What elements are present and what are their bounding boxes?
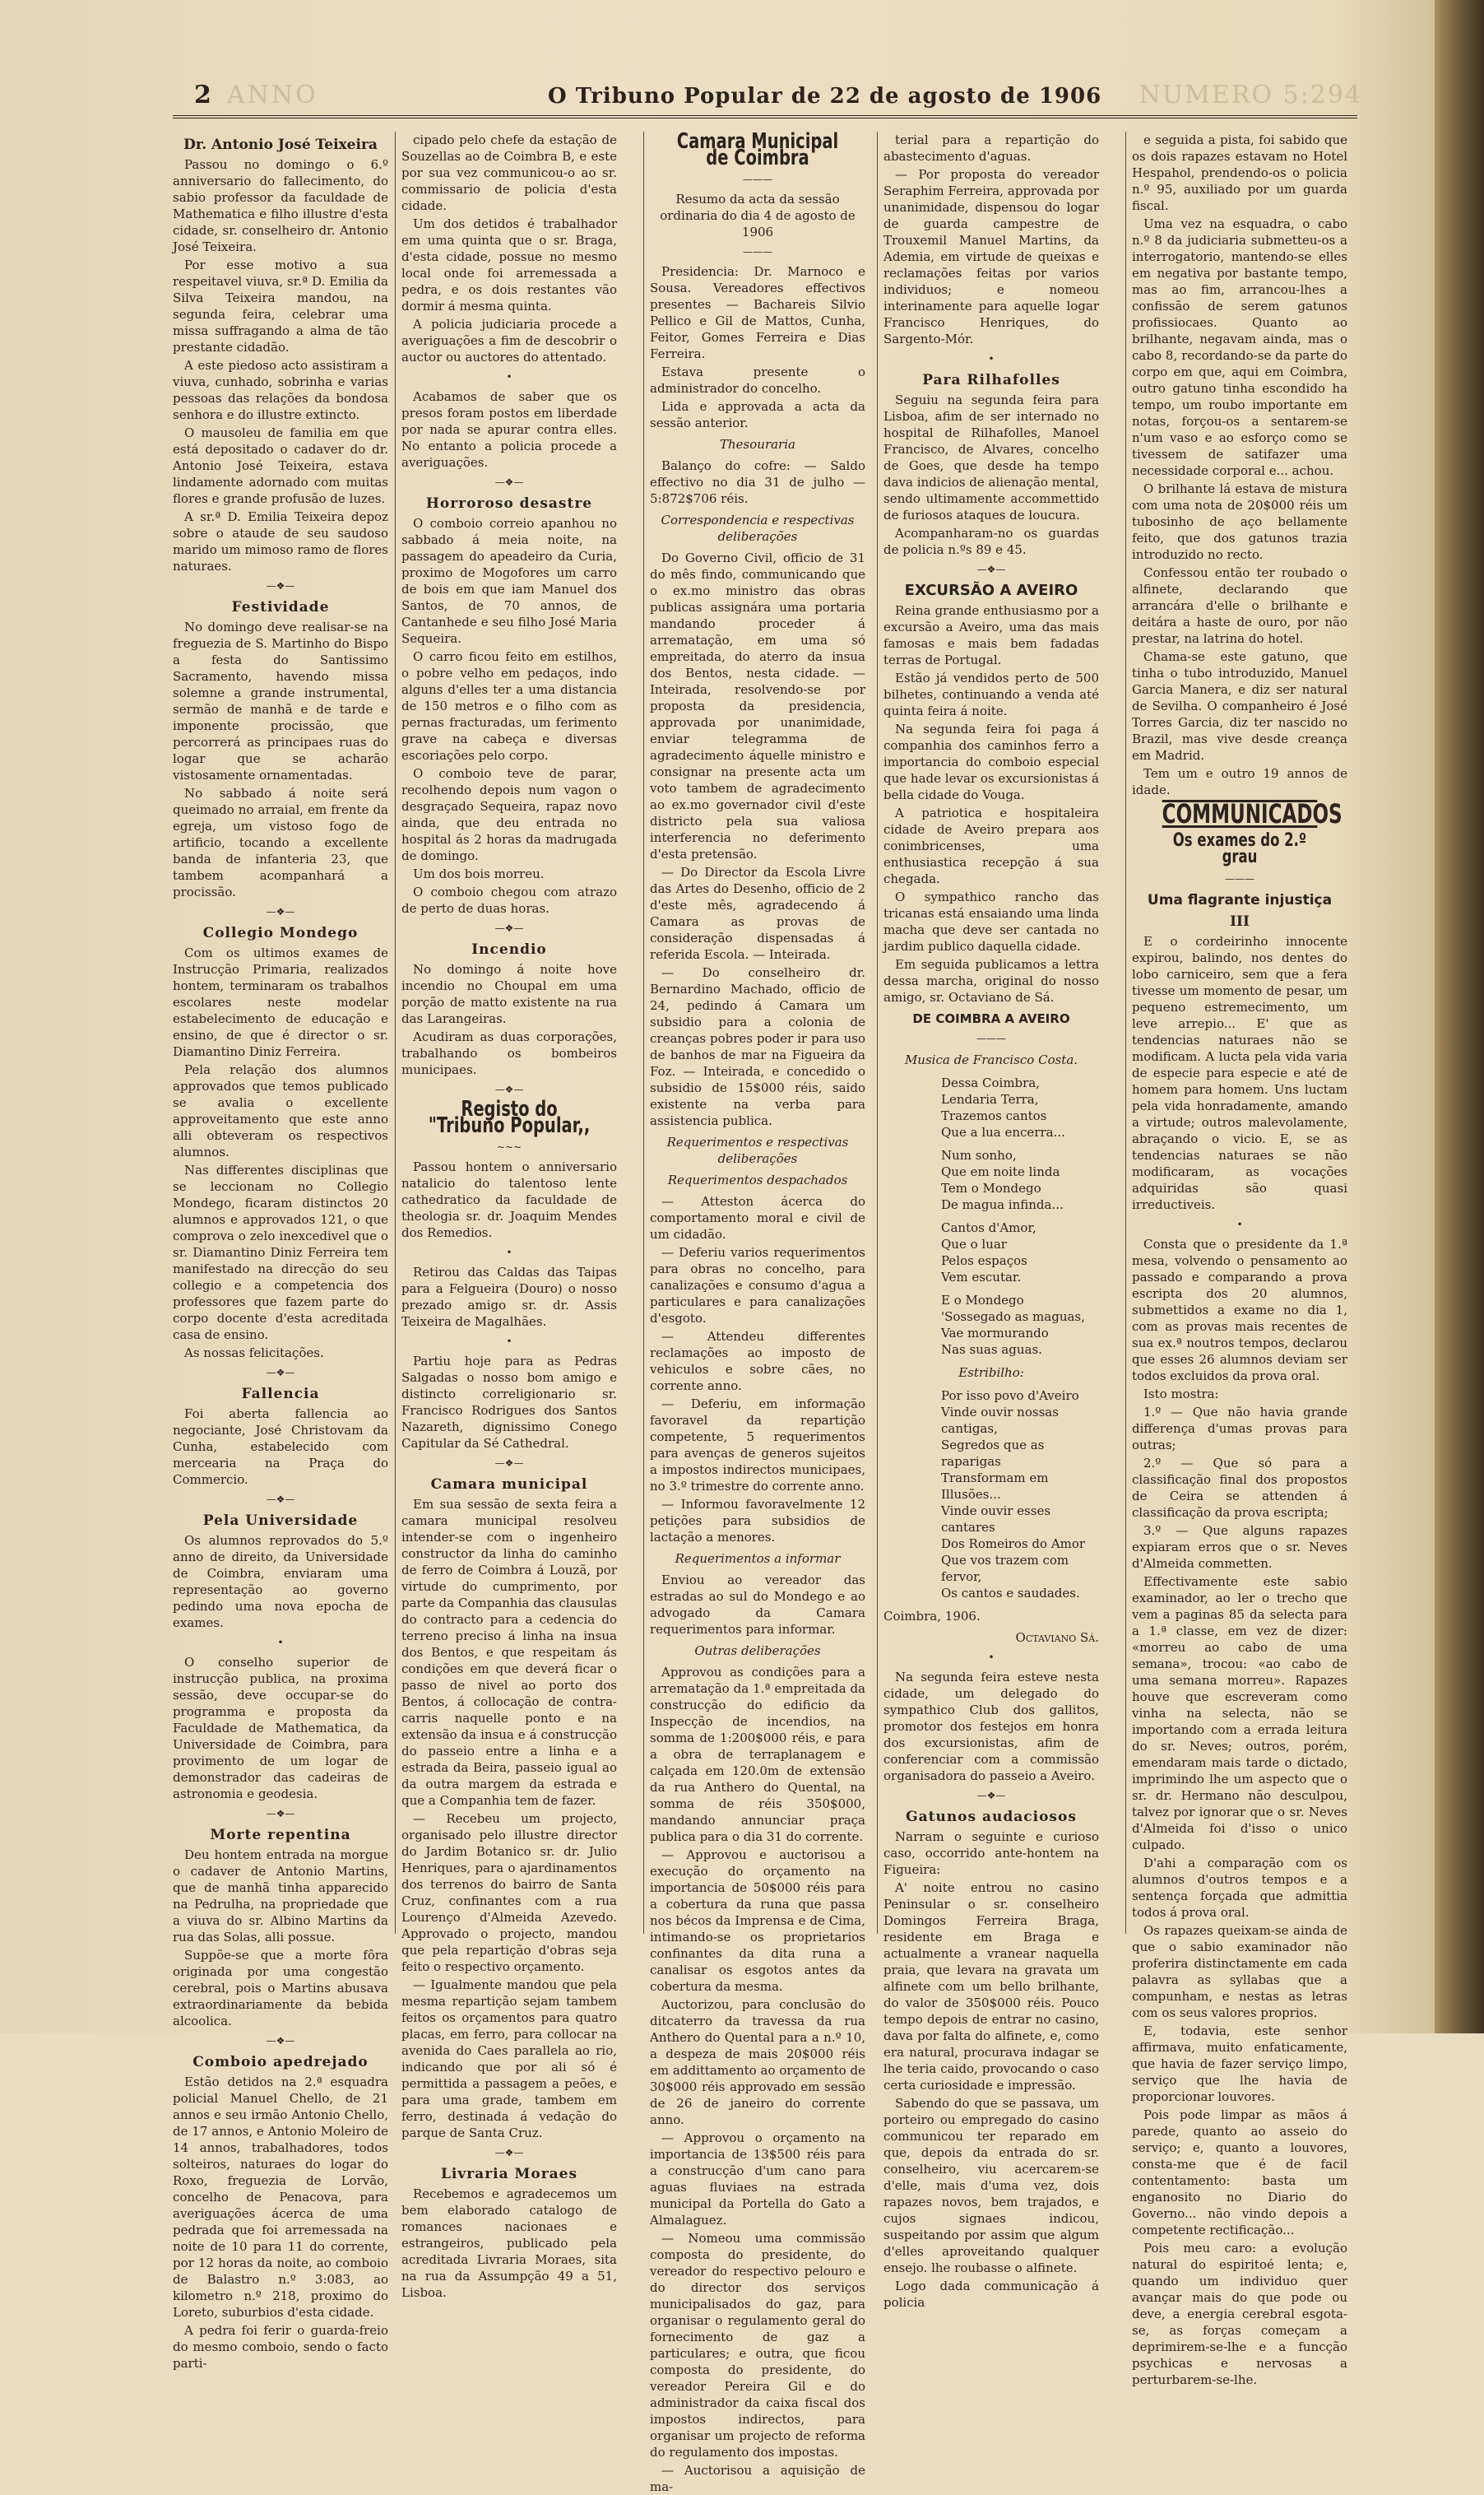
paragraph: Estão detidos na 2.ª esquadra policial Manuel Chello, de 21 annos e seu irmão Antonio Chello, de 17 annos, e Antonio Moleiro de 14 annos, trabalhadores, todos solteiros, naturaes do logar do Roxo, freguezia de Lorvão, concelho de Penacova, para averiguações ácerca de uma pedrada que foi arremessada na noite de 10 para 11 do corrente, por 12 horas da noite, ao comboio de Balastro n.º 3:083, ao kilometro n.º 218, proximo do Loreto, suburbios d'esta cidade. [173, 2075, 388, 2320]
paragraph: — Deferiu varios requerimentos para obras no concelho, para canalizações e consumo d'agua a particulares e para canalizações d'esgoto. [650, 1245, 865, 1326]
column-3 [650, 129, 865, 2494]
paragraph: Estão já vendidos perto de 500 bilhetes, continuando a venda até quinta feira á noite. [883, 671, 1099, 718]
header-rule [173, 115, 1357, 118]
paragraph: Partiu hoje para as Pedras Salgadas o nosso bom amigo e distincto correligionario sr. Francisco Rodrigues dos Santos Nazareth, dignissimo Conego Capitular da Sé Cathedral. [401, 1354, 617, 1451]
page-title: O Tribuno Popular de 22 de agosto de 1906 [548, 84, 1102, 109]
page-binding-edge [1435, 0, 1484, 2033]
ornament-divider: • [277, 1637, 284, 1648]
headline: Collegio Mondego [202, 925, 359, 941]
paragraph: Passou hontem o anniversario natalicio do talentoso lente cathedratico da faculdade de theologia sr. dr. Joaquim Mendes dos Remedios. [401, 1159, 617, 1240]
poem-line: Vae mormurando [941, 1326, 1049, 1340]
poem-line: E o Mondego [941, 1293, 1024, 1308]
article-body [401, 1496, 617, 2141]
paragraph: Presidencia: Dr. Marnoco e Sousa. Vereadores effectivos presentes — Bachareis Silvio Pellico e Gil de Mattos, Cunha, Feitor, Gomes Ferreira e Dias Ferreira. [650, 264, 865, 361]
paragraph: O comboio chegou com atrazo de perto de duas horas. [401, 885, 617, 916]
article-body [401, 1264, 617, 1330]
poem-line: Nas suas aguas. [941, 1342, 1042, 1357]
ornament-divider: ——— [743, 174, 772, 185]
paragraph: Nas differentes disciplinas que se leccionam no Collegio Mondego, ficaram distinctos 20 alumnos e approvados 121, o que comprova o zelo inexcedivel que o sr. Diamantino Diniz Ferreira tem manifestado na direcção do seu collegio e a competencia dos professores que fazem parte do corpo docente d'esta acreditada casa de ensino. [173, 1163, 388, 1342]
paragraph: Tem um e outro 19 annos de idade. [1132, 766, 1347, 797]
paragraph: O mausoleu de familia em que está depositado o cadaver do dr. Antonio José Teixeira, estava lindamente adornado com muitas flores e grande profusão de luzes. [173, 425, 388, 506]
ornament-divider: • [506, 1336, 512, 1347]
ornament-divider: ——— [743, 246, 772, 258]
headline: Incendio [471, 941, 547, 958]
article-body [650, 1193, 865, 1545]
paragraph: Pois pode limpar as mãos á parede, quanto ao asseio do serviço; e, quanto a louvores, consta-me que é de facil contentamento: basta um enganosito no Diario do Governo... não vindo depois a competente rectificação... [1132, 2107, 1347, 2237]
paragraph: Sabendo do que se passava, um porteiro ou empregado do casino communicou ter reparado em que, depois da entrada do sr. conselheiro, viu acercarem-se d'elle, mais d'uma vez, dois rapazes novos, bem trajados, e cujos signaes indicou, suspeitando por assim que algum d'elles aproveitando qualquer ensejo. lhe roubasse o alfinete. [883, 2096, 1099, 2275]
paragraph: Suppõe-se que a morte fôra originada por uma congestão cerebral, pois o Martins abusava extraordinariamente da bebida alcoolica. [173, 1948, 388, 2028]
paragraph: Retirou das Caldas das Taipas para a Felgueira (Douro) o nosso prezado amigo sr. dr. Assis Teixeira de Magalhães. [401, 1265, 617, 1329]
paragraph: — Informou favoravelmente 12 petições para subsidios de lactação a menores. [650, 1497, 865, 1545]
paragraph: Lida e approvada a acta da sessão anterior. [650, 399, 865, 430]
poem-line: Vem escutar. [941, 1270, 1022, 1285]
paragraph: No domingo á noite hove incendio no Choupal em uma porção de matto existente na rua das Larangeiras. [401, 962, 617, 1026]
article-body [173, 619, 388, 900]
section-heading: Outras deliberações [694, 1643, 821, 1658]
paragraph: Passou no domingo o 6.º anniversario do fallecimento, do sabio professor da faculdade de Mathematica e filho illustre d'esta cidade, sr. conselheiro dr. Antonio José Teixeira. [173, 157, 388, 254]
ornament-divider: —❖— [494, 2147, 524, 2158]
poem-line: Transformam em Illusões... [941, 1471, 1049, 1502]
article-body [1132, 1236, 1347, 2388]
article-body [173, 1532, 388, 1631]
article-body [173, 1654, 388, 1802]
headline: Registo do "Tribuno Popular,, [428, 1097, 591, 1138]
headline: Os exames do 2.º grau [1172, 830, 1307, 867]
article-body [173, 2074, 388, 2372]
paragraph: Acompanharam-no os guardas de policia n.ºs 89 e 45. [883, 526, 1099, 557]
poem-title: DE COIMBRA A AVEIRO [912, 1011, 1070, 1026]
page-number: 2 [194, 81, 211, 109]
poem-line: Os cantos e saudades. [941, 1586, 1080, 1601]
article-body [173, 945, 388, 1361]
paragraph: Isto mostra: [1143, 1387, 1219, 1401]
poem-line: Lendaria Terra, [941, 1092, 1039, 1107]
column-divider [1125, 132, 1126, 1934]
masthead [194, 81, 1362, 114]
article-body [1132, 933, 1347, 1213]
article-body [173, 1847, 388, 2029]
article-body [883, 1828, 1099, 2311]
paragraph: No sabbado á noite será queimado no arraial, em frente da egreja, um vistoso fogo de artificio, tocando a excellente banda de infanteria 23, que tambem acompanhará a procissão. [173, 786, 388, 899]
paragraph: Narram o seguinte e curioso caso, occorrido ante-hontem na Figueira: [883, 1829, 1099, 1877]
paragraph: Effectivamente este sabio examinador, ao ler o trecho que vem a paginas 85 da selecta para a 1.ª classe, em vez de dizer: «morreu ao cabo de uma semana», trocou: «ao cabo de uma semana morreu». Rapazes houve que escreveram como vinha na selecta, não se importando com a errada leitura do sr. Neves; outros, porém, emendaram mais tarde o dictado, imprimindo lhe um aspecto que o sr. dr. Hermano não desculpou, talvez por ignorar que o sr. Neves d'Almeida foi d'isso o unico culpado. [1132, 1574, 1347, 1852]
poem-line: Dessa Coimbra, [941, 1076, 1041, 1090]
column-4 [883, 132, 1099, 2310]
paragraph: — Deferiu, em informação favoravel da repartição competente, 5 requerimentos para avenças de generos sujeitos a impostos indirectos municipaes, no 3.º trimestre do corrente anno. [650, 1396, 865, 1494]
paragraph: Chama-se este gatuno, que tinha o tubo introduzido, Manuel Garcia Manera, e diz ser natural de Sevilha. O companheiro é José Torres Garcia, diz ter nascido no Brazil, mas vive desde creança em Madrid. [1132, 649, 1347, 763]
paragraph: — Igualmente mandou que pela mesma repartição sejam tambem feitos os orçamentos para quatro placas, em ferro, para collocar na avenida do Caes parallela ao rio, indicando que por ali só é permittida a passagem a peões, e para uma grade, tambem em ferro, destinada á vedação do parque de Santa Cruz. [401, 1977, 617, 2140]
ornament-divider: ~~~ [496, 1141, 522, 1153]
paragraph: Foi aberta fallencia ao negociante, José Christovam da Cunha, estabelecido com mercearia na Praça do Commercio. [173, 1406, 388, 1487]
column-1 [173, 132, 388, 2371]
paragraph: Na segunda feira foi paga á companhia dos caminhos ferro a importancia do comboio especial que hade levar os excursionistas á bella cidade do Vouga. [883, 722, 1099, 802]
poem-stanza [883, 1292, 1099, 1358]
paragraph: Consta que o presidente da 1.ª mesa, volvendo o pensamento ao passado e comparando a prova escripta dos 20 alumnos, submettidos a exame no dia 1, com as provas mais recentes de sua ex.ª noutros tempos, declarou que esses 26 alumnos deviam ser todos excluidos da prova oral. [1132, 1237, 1347, 1383]
bleed-through-text-left: ANNO [227, 81, 318, 109]
headline: Pela Universidade [202, 1512, 359, 1529]
paragraph: — Nomeou uma commissão composta do presidente, do vereador do respectivo pelouro e do director dos serviços municipalisados do gaz, para organisar o regulamento geral do fornecimento de gaz a particulares; e outra, que ficou composta do presidente, do vereador Pereira Gil e do administrador da caixa fiscal dos impostos indirectos, para organisar um projecto de reforma do regulamento dos impostas. [650, 2231, 865, 2460]
paragraph: Confessou então ter roubado o alfinete, declarando que arrancára d'elle o brilhante e deitára a haste de ouro, por não prestar, na latrina do hotel. [1132, 565, 1347, 646]
article-body [883, 392, 1099, 558]
article-body [650, 263, 865, 431]
headline: Para Rilhafolles [922, 372, 1060, 388]
poem-line: Vinde ouvir esses cantares [941, 1503, 1051, 1535]
paragraph: 2.º — Que só para a classificação final dos propostos de Ceira se attenden á classificação da prova escripta; [1132, 1456, 1347, 1520]
headline: Festividade [231, 599, 330, 616]
ornament-divider: • [988, 1652, 995, 1663]
headline: Livraria Moraes [440, 2166, 578, 2182]
paragraph: — Do Director da Escola Livre das Artes do Desenho, officio de 2 d'este mês, agradecendo á Camara as provas de consideração dispensadas á referida Escola. — Inteirada. [650, 865, 865, 962]
paragraph: A pedra foi ferir o guarda-freio do mesmo comboio, sendo o facto parti- [173, 2323, 388, 2371]
headline: Morte repentina [210, 1827, 351, 1843]
poem-line: Trazemos cantos [941, 1108, 1047, 1123]
poem-line: 'Sossegado as maguas, [941, 1309, 1085, 1324]
column-divider [643, 132, 644, 1934]
paragraph: Logo dada communicação á policia [883, 2279, 1099, 2310]
paragraph: Acabamos de saber que os presos foram postos em liberdade por nada se apurar contra elles. No entanto a policia procede a averiguações. [401, 389, 617, 470]
article-body [173, 156, 388, 574]
headline: Dr. Antonio José Teixeira [183, 137, 378, 153]
subheadline: Resumo da acta da sessão ordinaria do dia 4 de agosto de 1906 [660, 192, 856, 239]
poem-line: Que em noite linda [941, 1164, 1060, 1179]
headline: Camara municipal [430, 1476, 588, 1493]
article-body [401, 1159, 617, 1241]
ornament-divider: —❖— [266, 2035, 295, 2047]
paragraph: E o cordeirinho innocente expirou, balindo, nos dentes do lobo carniceiro, sem que a fera tivesse um momento de pesar, um pequeno estremecimento, um leve arrepio... E' que as tendencias naturaes não se modificam. A lucta pela vida varia de especie para especie e até de homem para homem. Uns luctam pela vida honradamente, amando a virtude; outros malevolamente, abraçando o vicio. E, se as tendencias naturaes se não modificaram, as vocações adquiridas são quasi irreductiveis. [1132, 934, 1347, 1212]
paragraph: Com os ultimos exames de Instrucção Primaria, realizados hontem, terminaram os trabalhos escolares neste modelar estabelecimento de educação e ensino, de que é director o sr. Diamantino Diniz Ferreira. [173, 945, 388, 1059]
paragraph: Do Governo Civil, officio de 31 do mês findo, communicando que o ex.mo ministro das obras publicas assignára uma portaria mandando proceder á arrematação, em uma só empreitada, do aterro da insua dos Bentos, nesta cidade. — Inteirada, resolvendo-se por proposta da presidencia, approvada por unanimidade, enviar telegramma de agradecimento áquelle ministro e consignar na presente acta um voto tambem de agradecimento ao ex.mo governador civil d'este districto pela sua valiosa interferencia no deferimento d'esta pretensão. [650, 551, 865, 862]
article-body [883, 1669, 1099, 1784]
poem-stanza [883, 1075, 1099, 1141]
headline: Horroroso desastre [425, 495, 593, 512]
paragraph: Um dos bois morreu. [413, 867, 545, 881]
paragraph: 3.º — Que alguns rapazes expiaram erros que o sr. Neves d'Almeida commetten. [1132, 1523, 1347, 1571]
paragraph: D'ahi a comparação com os alumnos d'outros tempos e a sentença forçada que admittia todos á prova oral. [1132, 1856, 1347, 1920]
poem-line: De magua infinda... [941, 1197, 1064, 1212]
section-heading: Requerimentos despachados [667, 1173, 848, 1187]
headline: Uma flagrante injustiça [1147, 892, 1333, 908]
article-body [401, 2186, 617, 2301]
article-body [883, 132, 1099, 347]
ornament-divider: • [506, 1247, 512, 1258]
ornament-divider: —❖— [494, 476, 524, 488]
poem-line: Cantos d'Amor, [941, 1220, 1036, 1235]
article-body [401, 961, 617, 1078]
paragraph: Estava presente o administrador do concelho. [650, 365, 865, 396]
paragraph: Pela relação dos alumnos approvados que temos publicado se avalia o excellente approveitamento que este anno alli obteveram os respectivos alumnos. [173, 1062, 388, 1159]
article-body [883, 602, 1099, 1006]
headline: Comboio apedrejado [192, 2054, 369, 2070]
headline: Fallencia [241, 1386, 320, 1402]
ornament-divider: —❖— [494, 1457, 524, 1469]
poem-stanza [883, 1147, 1099, 1213]
ornament-divider: • [1236, 1219, 1243, 1230]
paragraph: Recebemos e agradecemos um bem elaborado catalogo de romances nacionaes e estrangeiros, publicado pela acreditada Livraria Moraes, sita na rua da Assumpção 49 a 51, Lisboa. [401, 2186, 617, 2300]
paragraph: As nossas felicitações. [184, 1345, 324, 1360]
paragraph: — Auctorisou a aquisição de ma- [650, 2463, 865, 2494]
paragraph: 1.º — Que não havia grande differença d'umas provas para outras; [1132, 1405, 1347, 1452]
section-heading: Thesouraria [720, 437, 795, 452]
column-2 [401, 132, 617, 2300]
section-heading: Correspondencia e respectivas deliberações [661, 513, 855, 544]
paragraph: O comboio correio apanhou no sabbado á meia noite, na passagem do apeadeiro da Curia, proximo de Mogofores um carro de bois em que iam Manuel dos Santos, de 70 annos, de Cantanhede e seu filho José Maria Sequeira. [401, 516, 617, 646]
ornament-divider: ——— [976, 1033, 1006, 1044]
section-heading: Requerimentos e respectivas deliberações [666, 1135, 849, 1166]
paragraph: — Por proposta do vereador Seraphim Ferreira, approvada por unanimidade, dispensou do logar de guarda campestre de Trouxemil Manuel Martins, da Ademia, em virtude de queixas e reclamações feitas por varios individuos; e nomeou interinamente para aquelle logar Francisco Henriques, do Sargento-Mór. [883, 167, 1099, 346]
ornament-divider: —❖— [266, 1367, 295, 1378]
paragraph: Approvou as condições para a arrematação da 1.ª empreitada da construcção do edificio da Inspecção de incendios, na somma de 1:200$000 réis, e para a obra de terraplanagem e calçada em 120.0m de extensão da rua Anthero do Quental, na somma de réis 350$000, mandando annunciar praça publica para o dia 31 do corrente. [650, 1665, 865, 1844]
paragraph: Na segunda feira esteve nesta cidade, um delegado do sympathico Club dos gallitos, promotor dos festejos em honra dos excursionistas, afim de conferenciar com a commissão organisadora do passeio a Aveiro. [883, 1670, 1099, 1783]
paragraph: — Attendeu differentes reclamações ao imposto de vehiculos e sobre cães, no corrente anno. [650, 1329, 865, 1393]
poem-author: Octaviano Sá. [1015, 1630, 1099, 1645]
headline: Gatunos audaciosos [906, 1809, 1077, 1825]
paragraph: terial para a repartição do abastecimento d'aguas. [883, 132, 1099, 164]
poem-stanza [883, 1387, 1099, 1601]
paragraph: E, todavia, este senhor affirmava, muito enfaticamente, que havia de fazer serviço limpo, serviço que lhe havia de proporcionar louvores. [1132, 2023, 1347, 2104]
article-body [1132, 132, 1347, 798]
article-body [401, 132, 617, 365]
paragraph: A patriotica e hospitaleira cidade de Aveiro prepara aos conimbricenses, uma enthusiastica recepção á sua chegada. [883, 806, 1099, 886]
column-5 [1132, 132, 1347, 2387]
paragraph: Um dos detidos é trabalhador em uma quinta que o sr. Braga, d'esta cidade, possue no mesmo local onde foi arremessada a pedra, e os dois restantes vão dormir á mesma quinta. [401, 216, 617, 314]
poem-line: Dos Romeiros do Amor [941, 1536, 1086, 1551]
article-body [401, 1353, 617, 1452]
poem-line: Segredos que as raparigas [941, 1438, 1045, 1469]
paragraph: Acudiram as duas corporações, trabalhando os bombeiros municipaes. [401, 1029, 617, 1077]
poem-line: Por isso povo d'Aveiro [941, 1388, 1079, 1403]
paragraph: Reina grande enthusiasmo por a excursão a Aveiro, uma das mais famosas e mais bem fadadas terras de Portugal. [883, 603, 1099, 667]
paragraph: cipado pelo chefe da estação de Souzellas ao de Coimbra B, e este por sua vez communicou-o ao sr. commissario de policia d'esta cidade. [401, 132, 617, 213]
ornament-divider: —❖— [266, 1808, 295, 1819]
article-body [173, 1405, 388, 1488]
paragraph: Seguiu na segunda feira para Lisboa, afim de ser internado no hospital de Rilhafolles, Manoel Francisco, de Alvares, concelho de Goes, que desde ha tempo dava indicios de alienação mental, sendo ultimamente accommettido de furiosos ataques de loucura. [883, 393, 1099, 523]
poem-place: Coimbra, 1906. [883, 1609, 981, 1624]
paragraph: O carro ficou feito em estilhos, o pobre velho em pedaços, indo alguns d'elles ter a uma distancia de 150 metros e o filho com as pernas fracturadas, um ferimento grave na cabeça e diversas escoriações pelo corpo. [401, 649, 617, 763]
paragraph: A sr.ª D. Emilia Teixeira depoz sobre o ataude de seu saudoso marido um mimoso ramo de flores naturaes. [173, 509, 388, 574]
paragraph: A este piedoso acto assistiram a viuva, cunhado, sobrinha e varias pessoas das relações da bondosa senhora e do illustre extincto. [173, 358, 388, 422]
part-number: III [1230, 913, 1250, 930]
section-heading: Requerimentos a informar [675, 1551, 841, 1566]
paragraph: Pois meu caro: a evolução natural do espiritoé lenta; e, quando um individuo quer avançar mais do que pode ou deve, a energia cerebral esgota-se, as forças começam a deprimirem-se-lhe e a funcção psychicas e nervosas a perturbarem-se-lhe. [1132, 2241, 1347, 2387]
article-body [650, 1572, 865, 1638]
poem-line: Tem o Mondego [941, 1181, 1041, 1196]
paragraph: Uma vez na esquadra, o cabo n.º 8 da judiciaria submetteu-os a interrogatorio, mantendo-se elles em negativa por bastante tempo, mas ao fim, arrancou-lhes a confissão de serem gatunos profissiocaes. Quanto ao brilhante, negavam ainda, mas o cabo 8, recordando-se da parte do corpo em que, aqui em Coimbra, outro gatuno tinha escondido ha tempo, um roubo importante em notas, forçou-os a sentarem-se n'um vaso e ao esforço como se tivessem de satifazer uma necessidade corporal e... achou. [1132, 216, 1347, 478]
paragraph: Em sua sessão de sexta feira a camara municipal resolveu intender-se com o ingenheiro constructor da linha do caminho de ferro de Coimbra á Louzã, por virtude do cumprimento, por parte da Companhia das clausulas do contracto para a cedencia do terreno preciso á linha na insua dos Bentos, e que respeitam ás condições em que deverá ficar o passo de nivel ao porto dos Bentos, á collocação de contra-carris naquelle ponto e na extensão da insua e á construcção do passeio entre a linha e a estrada da Beira, passeio igual ao da outra margem da estrada e que a Companhia tem de fazer. [401, 1497, 617, 1808]
poem-refrain-label: Estribilho: [958, 1365, 1024, 1380]
paragraph: Os alumnos reprovados do 5.º anno de direito, da Universidade de Coimbra, enviaram uma representação ao governo pedindo uma nova epocha de exames. [173, 1533, 388, 1630]
poem-line: Que a lua encerra... [941, 1125, 1065, 1140]
paragraph: O conselho superior de instrucção publica, na proxima sessão, deve occupar-se do programma e proposta da Faculdade de Mathematica, da Universidade de Coimbra, para provimento de um logar de demonstrador das cadeiras de astronomia e geodesia. [173, 1655, 388, 1801]
paragraph: Por esse motivo a sua respeitavel viuva, sr.ª D. Emilia da Silva Teixeira mandou, na segunda feira, celebrar uma missa suffragando a alma de tão prestante cidadão. [173, 258, 388, 355]
paragraph: Enviou ao vereador das estradas ao sul do Mondego e ao advogado da Camara requerimentos para informar. [650, 1573, 865, 1637]
poem-line: Num sonho, [941, 1148, 1017, 1163]
ornament-divider: —❖— [266, 1494, 295, 1505]
section-title: COMMUNICADOS [1162, 798, 1343, 829]
paragraph: — Approvou e auctorisou a execução do orçamento na importancia de 50$000 réis para a cobertura da runa que passa nos bécos da Imprensa e de Cima, intimando-se os proprietarios confinantes da dita runa a canalisar os esgotos antes da cobertura da mesma. [650, 1847, 865, 1994]
paragraph: e seguida a pista, foi sabido que os dois rapazes estavam no Hotel Hespahol, prendendo-os o policia n.º 95, auxiliado por um guarda fiscal. [1132, 132, 1347, 213]
ornament-divider: ——— [1225, 873, 1254, 885]
paragraph: O brilhante lá estava de mistura com uma nota de 20$000 réis um tubosinho de aço bellamente feito, que dos gatunos trazia introduzido no recto. [1132, 481, 1347, 562]
headline: Camara Municipal de Coimbra [676, 129, 839, 170]
paragraph: O comboio teve de parar, recolhendo depois num vagon o desgraçado Sequeira, rapaz novo ainda, que deu entrada no hospital ás 2 horas da madrugada de domingo. [401, 766, 617, 863]
paragraph: Deu hontem entrada na morgue o cadaver de Antonio Martins, que de manhã tinha apparecido na Pedrulha, na propriedade que a viuva do sr. Albino Martins da rua das Solas, alli possue. [173, 1847, 388, 1944]
ornament-divider: —❖— [266, 580, 295, 592]
column-divider [877, 132, 878, 1934]
poem-line: Vinde ouvir nossas cantigas, [941, 1405, 1059, 1436]
paragraph: — Recebeu um projecto, organisado pelo illustre director do Jardim Botanico sr. dr. Julio Henriques, para o ajardinamentos dos terrenos do bairro de Santa Cruz, confinantes com a rua Lourenço d'Almeida Azevedo. Approvado o projecto, mandou que pela repartição d'obras seja feito o respectivo orçamento. [401, 1811, 617, 1974]
article-body [401, 515, 617, 917]
ornament-divider: —❖— [976, 564, 1006, 575]
article-body [650, 550, 865, 1129]
paragraph: Em seguida publicamos a lettra dessa marcha, original do nosso amigo, sr. Octaviano de Sá. [883, 957, 1099, 1005]
poem-stanza [883, 1220, 1099, 1285]
ornament-divider: • [988, 353, 995, 365]
poem-line: Pelos espaços [941, 1253, 1027, 1268]
poem-line: Que vos trazem com fervor, [941, 1553, 1069, 1584]
column-divider [395, 132, 396, 1934]
paragraph: Balanço do cofre: — Saldo effectivo no dia 31 de julho — 5:872$706 réis. [650, 458, 865, 506]
paragraph: — Approvou o orçamento na importancia de 13$500 réis para a construcção d'um cano para aguas fluviaes na estrada municipal da Portella do Gato a Almalaguez. [650, 2130, 865, 2228]
ornament-divider: • [506, 371, 512, 383]
ornament-divider: —❖— [976, 1790, 1006, 1801]
paragraph: — Atteston ácerca do comportamento moral e civil de um cidadão. [650, 1194, 865, 1242]
ornament-divider: —❖— [494, 922, 524, 934]
headline: EXCURSÃO A AVEIRO [904, 582, 1078, 599]
article-body [650, 458, 865, 507]
ornament-divider: —❖— [494, 1084, 524, 1095]
paragraph: — Do conselheiro dr. Bernardino Machado, officio de 24, pedindo á Camara um subsidio para a colonia de creanças pobres poder ir para uso de banhos de mar na Figueira da Foz. — Inteirada, e concedido o subsidio de 15$000 réis, saido existente na verba para assistencia publica. [650, 965, 865, 1128]
paragraph: Auctorizou, para conclusão do ditcaterro da travessa da rua Anthero do Quental para a n.º 10, a despeza de mais 20$000 réis em addittamento ao orçamento de 30$000 réis approvado em sessão de 26 de janeiro do corrente anno. [650, 1997, 865, 2127]
poem-line: Que o luar [941, 1237, 1007, 1252]
article-body [401, 388, 617, 471]
article-body [650, 1664, 865, 2495]
paragraph: No domingo deve realisar-se na freguezia de S. Martinho do Bispo a festa do Santissimo Sacramento, havendo missa solemne a grande instrumental, sermão de manhã e de tarde e imponente procissão, que percorrerá as principaes ruas do logar que se acharão vistosamente ornamentadas. [173, 620, 388, 783]
paragraph: A' noite entrou no casino Peninsular o sr. conselheiro Domingos Ferreira Braga, residente em Braga e actualmente a vranear naquella praia, que levara na gravata um alfinete com um bello brilhante, do valor de 350$000 réis. Pouco tempo depois de entrar no casino, dava por falta do alfinete, e, como era natural, procurava indagar se lhe teria caido, provocando o caso certa curiosidade e impressão. [883, 1880, 1099, 2093]
paragraph: Os rapazes queixam-se ainda de que o sabio examinador não proferira distinctamente em cada palavra as syllabas que a compunham, e nestas as letras com os seus valores proprios. [1132, 1923, 1347, 2020]
paragraph: O sympathico rancho das tricanas está ensaiando uma linda macha que deve ser cantada no jardim publico daquella cidade. [883, 890, 1099, 954]
poem-credit: Musica de Francisco Costa. [904, 1052, 1078, 1067]
bleed-through-text-right: NUMERO 5:294 [1139, 81, 1362, 109]
ornament-divider: —❖— [266, 906, 295, 918]
paragraph: A policia judiciaria procede a averiguações a fim de descobrir o auctor ou auctores do attentado. [401, 317, 617, 365]
